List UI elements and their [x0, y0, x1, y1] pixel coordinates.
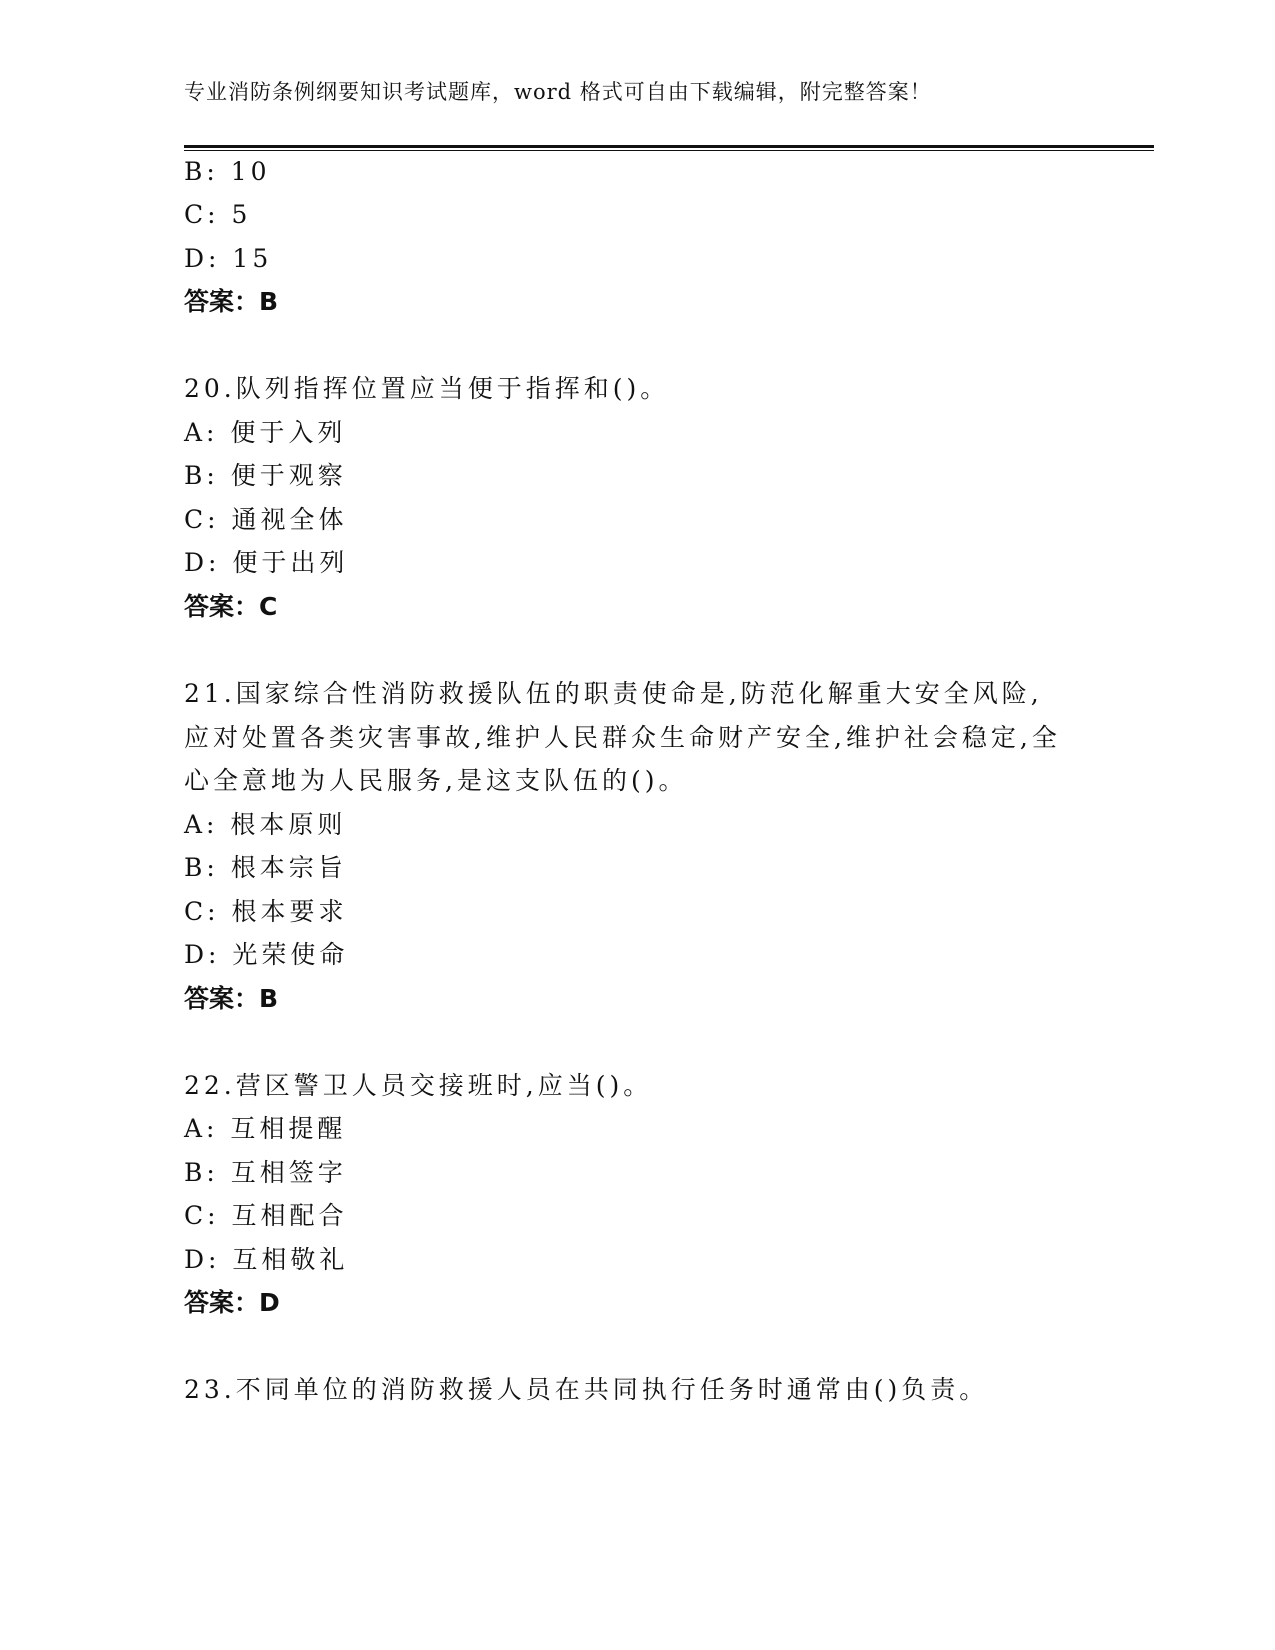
question-22-option-d: D: 互相敬礼: [184, 1245, 349, 1274]
answer-label: 答案：: [184, 1288, 260, 1317]
question-21-answer: [184, 984, 278, 1014]
question-22-text: 22.营区警卫人员交接班时,应当()。: [184, 1071, 653, 1100]
option-c: C: 5: [184, 200, 252, 229]
question-21-text-line-1: 21.国家综合性消防救援队伍的职责使命是,防范化解重大安全风险,: [184, 679, 1043, 708]
question-20-option-c: C: 通视全体: [184, 505, 348, 534]
option-b: B: 10: [184, 157, 271, 186]
question-21-text-line-2: 应对处置各类灾害事故,维护人民群众生命财产安全,维护社会稳定,全: [184, 723, 1061, 752]
question-20-option-b: B: 便于观察: [184, 461, 347, 490]
question-20-option-d: D: 便于出列: [184, 548, 349, 577]
answer-value: D: [259, 1288, 280, 1317]
question-21-option-a: A: 根本原则: [184, 810, 347, 839]
question-22-answer: [184, 1288, 280, 1318]
question-21-text-line-3: 心全意地为人民服务,是这支队伍的()。: [184, 766, 688, 795]
question-23-text: 23.不同单位的消防救援人员在共同执行任务时通常由()负责。: [184, 1375, 989, 1404]
header-rule-thick: [184, 145, 1154, 148]
answer-label: 答案：: [184, 592, 260, 621]
answer-value: B: [259, 287, 279, 316]
question-22-option-a: A: 互相提醒: [184, 1114, 347, 1143]
question-20-option-a: A: 便于入列: [184, 418, 347, 447]
answer-value: C: [259, 592, 278, 621]
question-21-option-d: D: 光荣使命: [184, 940, 349, 969]
answer-value: B: [259, 984, 279, 1013]
question-22-option-b: B: 互相签字: [184, 1158, 347, 1187]
answer-line: [184, 287, 278, 317]
page-header: 专业消防条例纲要知识考试题库，word 格式可自由下载编辑，附完整答案！: [184, 80, 932, 104]
question-20-text: 20.队列指挥位置应当便于指挥和()。: [184, 374, 670, 403]
question-21-option-b: B: 根本宗旨: [184, 853, 347, 882]
question-20-answer: [184, 592, 277, 622]
option-d: D: 15: [184, 244, 273, 273]
question-22-option-c: C: 互相配合: [184, 1201, 348, 1230]
question-21-option-c: C: 根本要求: [184, 897, 348, 926]
answer-label: 答案：: [184, 984, 260, 1013]
answer-label: 答案：: [184, 287, 260, 316]
header-rule-thin: [184, 150, 1154, 151]
